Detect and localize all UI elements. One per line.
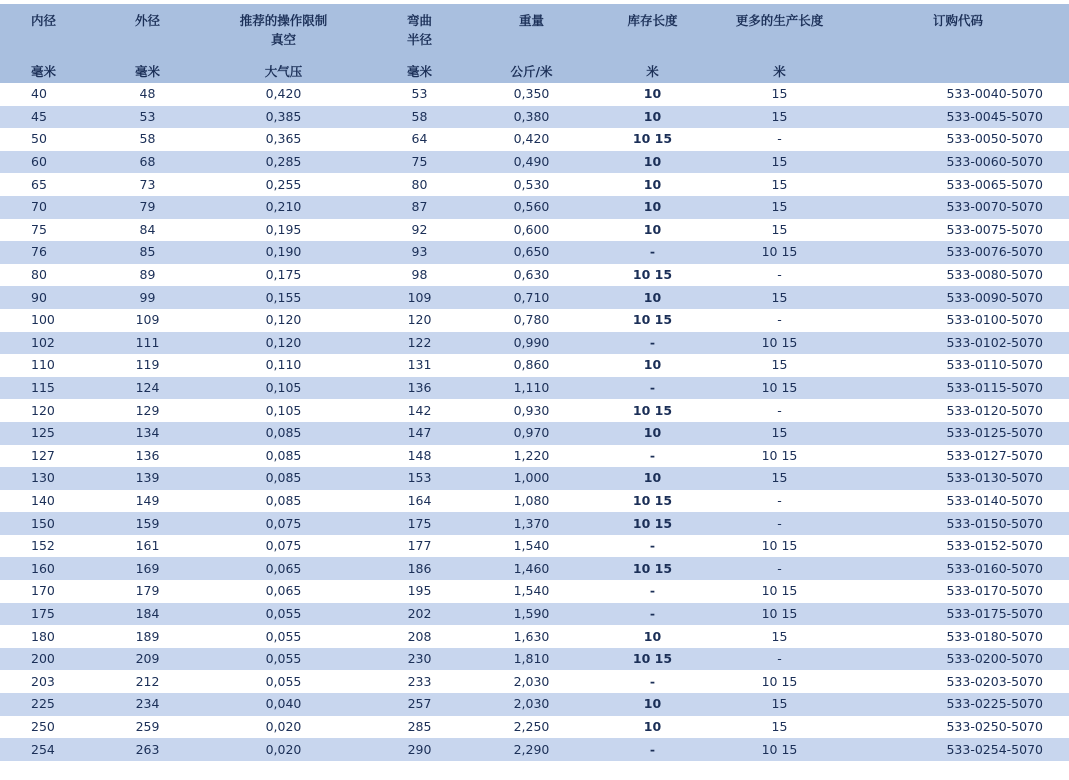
header-bend-radius: [369, 4, 470, 59]
cell-bend-radius: 122: [407, 334, 432, 350]
cell-inner-diameter: 45: [31, 108, 47, 124]
cell-weight: 1,370: [513, 515, 550, 531]
cell-bend-radius: 208: [407, 628, 432, 644]
cell-outer-diameter: 99: [139, 289, 156, 305]
cell-operating-limit: 0,365: [265, 131, 302, 147]
table-row: [0, 512, 1069, 535]
cell-more-production-length: -: [777, 492, 782, 508]
cell-stock-length: -: [649, 244, 656, 260]
cell-inner-diameter: 254: [31, 741, 55, 757]
cell-outer-diameter: 169: [135, 560, 160, 576]
cell-outer-diameter: 119: [135, 357, 160, 373]
cell-more-production-length: 15: [771, 199, 788, 215]
table-row: [0, 670, 1069, 693]
cell-inner-diameter: 102: [31, 334, 55, 350]
cell-outer-diameter: 134: [135, 425, 160, 441]
cell-order-code: 533-0180-5070: [946, 628, 1043, 644]
cell-order-code: 533-0254-5070: [946, 741, 1043, 757]
header-weight: 重量: [518, 13, 544, 28]
cell-stock-length: 10: [643, 108, 662, 124]
cell-bend-radius: 120: [407, 312, 432, 328]
cell-stock-length: 10: [643, 357, 662, 373]
cell-order-code: 533-0065-5070: [946, 176, 1043, 192]
table-row: [0, 738, 1069, 761]
cell-stock-length: -: [649, 605, 656, 621]
cell-inner-diameter: 152: [31, 538, 55, 554]
cell-more-production-length: -: [777, 131, 782, 147]
cell-outer-diameter: 58: [139, 131, 156, 147]
cell-operating-limit: 0,085: [265, 492, 302, 508]
cell-order-code: 533-0160-5070: [946, 560, 1043, 576]
cell-inner-diameter: 70: [31, 199, 47, 215]
cell-outer-diameter: 48: [139, 86, 156, 102]
cell-operating-limit: 0,190: [265, 244, 302, 260]
cell-operating-limit: 0,175: [265, 267, 302, 283]
cell-weight: 1,590: [513, 605, 550, 621]
table-row: [0, 693, 1069, 716]
cell-weight: 0,600: [513, 221, 550, 237]
table-row: [0, 309, 1069, 332]
cell-bend-radius: 202: [407, 605, 432, 621]
cell-order-code: 533-0200-5070: [946, 651, 1043, 667]
cell-order-code: 533-0075-5070: [946, 221, 1043, 237]
cell-weight: 1,000: [513, 470, 550, 486]
cell-stock-length: 10 15: [632, 651, 673, 667]
hose-spec-table: [0, 4, 1069, 761]
cell-bend-radius: 148: [407, 447, 432, 463]
cell-bend-radius: 58: [411, 108, 428, 124]
cell-inner-diameter: 130: [31, 470, 55, 486]
cell-more-production-length: 10 15: [761, 605, 798, 621]
cell-stock-length: 10: [643, 696, 662, 712]
cell-order-code: 533-0050-5070: [946, 131, 1043, 147]
header-operating-limit-line2: 真空: [270, 32, 296, 47]
cell-weight: 0,530: [513, 176, 550, 192]
cell-more-production-length: 10 15: [761, 538, 798, 554]
cell-bend-radius: 87: [411, 199, 428, 215]
cell-operating-limit: 0,055: [265, 673, 302, 689]
unit-inner-diameter: 毫米: [31, 63, 57, 79]
cell-more-production-length: 15: [771, 425, 788, 441]
cell-inner-diameter: 75: [31, 221, 47, 237]
cell-outer-diameter: 179: [135, 583, 160, 599]
header-inner-diameter: 内径: [31, 13, 57, 28]
cell-bend-radius: 136: [407, 380, 432, 396]
header-bend-radius-line1: 弯曲: [406, 13, 432, 28]
cell-bend-radius: 80: [411, 176, 428, 192]
cell-weight: 1,810: [513, 651, 550, 667]
cell-bend-radius: 186: [407, 560, 432, 576]
cell-weight: 0,710: [513, 289, 550, 305]
cell-stock-length: 10: [643, 221, 662, 237]
cell-bend-radius: 175: [407, 515, 432, 531]
cell-weight: 1,630: [513, 628, 550, 644]
table-row: [0, 557, 1069, 580]
table-row: [0, 264, 1069, 287]
cell-operating-limit: 0,075: [265, 515, 302, 531]
cell-stock-length: -: [649, 447, 656, 463]
cell-order-code: 533-0060-5070: [946, 154, 1043, 170]
cell-more-production-length: 15: [771, 628, 788, 644]
cell-weight: 1,460: [513, 560, 550, 576]
cell-bend-radius: 177: [407, 538, 432, 554]
cell-operating-limit: 0,210: [265, 199, 302, 215]
cell-weight: 2,030: [513, 696, 550, 712]
cell-operating-limit: 0,155: [265, 289, 302, 305]
cell-stock-length: 10: [643, 199, 662, 215]
cell-more-production-length: -: [777, 267, 782, 283]
cell-weight: 0,420: [513, 131, 550, 147]
table-row: [0, 83, 1069, 106]
cell-operating-limit: 0,110: [265, 357, 302, 373]
cell-operating-limit: 0,065: [265, 583, 302, 599]
cell-weight: 0,930: [513, 402, 550, 418]
cell-outer-diameter: 85: [139, 244, 156, 260]
cell-operating-limit: 0,040: [265, 696, 302, 712]
cell-outer-diameter: 53: [139, 108, 156, 124]
cell-order-code: 533-0040-5070: [946, 86, 1043, 102]
cell-operating-limit: 0,105: [265, 380, 302, 396]
cell-stock-length: 10 15: [632, 515, 673, 531]
cell-inner-diameter: 100: [31, 312, 55, 328]
cell-operating-limit: 0,120: [265, 334, 302, 350]
cell-order-code: 533-0140-5070: [946, 492, 1043, 508]
cell-operating-limit: 0,385: [265, 108, 302, 124]
unit-operating-limit: 大气压: [264, 63, 303, 79]
cell-more-production-length: 15: [771, 108, 788, 124]
table-row: [0, 625, 1069, 648]
cell-outer-diameter: 259: [135, 718, 160, 734]
cell-bend-radius: 233: [407, 673, 432, 689]
cell-more-production-length: 15: [771, 221, 788, 237]
cell-order-code: 533-0175-5070: [946, 605, 1043, 621]
cell-operating-limit: 0,085: [265, 447, 302, 463]
cell-weight: 0,350: [513, 86, 550, 102]
header-row-titles: [0, 4, 1069, 59]
cell-bend-radius: 53: [411, 86, 428, 102]
cell-more-production-length: 10 15: [761, 741, 798, 757]
table-row: [0, 196, 1069, 219]
cell-operating-limit: 0,065: [265, 560, 302, 576]
cell-bend-radius: 109: [407, 289, 432, 305]
cell-weight: 0,860: [513, 357, 550, 373]
cell-operating-limit: 0,020: [265, 741, 302, 757]
cell-outer-diameter: 263: [135, 741, 160, 757]
cell-stock-length: 10 15: [632, 312, 673, 328]
cell-operating-limit: 0,085: [265, 470, 302, 486]
table-row: [0, 716, 1069, 739]
cell-operating-limit: 0,055: [265, 651, 302, 667]
cell-order-code: 533-0120-5070: [946, 402, 1043, 418]
cell-more-production-length: -: [777, 515, 782, 531]
cell-order-code: 533-0150-5070: [946, 515, 1043, 531]
cell-order-code: 533-0070-5070: [946, 199, 1043, 215]
cell-outer-diameter: 73: [139, 176, 156, 192]
cell-more-production-length: 10 15: [761, 583, 798, 599]
cell-inner-diameter: 110: [31, 357, 55, 373]
cell-bend-radius: 285: [407, 718, 432, 734]
cell-outer-diameter: 79: [139, 199, 156, 215]
cell-bend-radius: 257: [407, 696, 432, 712]
cell-more-production-length: -: [777, 312, 782, 328]
cell-stock-length: 10: [643, 628, 662, 644]
cell-weight: 0,630: [513, 267, 550, 283]
cell-outer-diameter: 209: [135, 651, 160, 667]
cell-operating-limit: 0,420: [265, 86, 302, 102]
table-row: [0, 128, 1069, 151]
table-row: [0, 241, 1069, 264]
table-row: [0, 286, 1069, 309]
cell-bend-radius: 164: [407, 492, 432, 508]
cell-order-code: 533-0203-5070: [946, 673, 1043, 689]
table-row: [0, 445, 1069, 468]
cell-operating-limit: 0,055: [265, 605, 302, 621]
cell-inner-diameter: 250: [31, 718, 55, 734]
cell-more-production-length: 15: [771, 718, 788, 734]
cell-weight: 2,290: [513, 741, 550, 757]
cell-outer-diameter: 109: [135, 312, 160, 328]
cell-weight: 2,250: [513, 718, 550, 734]
cell-stock-length: 10: [643, 289, 662, 305]
table-body: [0, 83, 1069, 761]
cell-outer-diameter: 189: [135, 628, 160, 644]
cell-inner-diameter: 127: [31, 447, 55, 463]
cell-stock-length: -: [649, 583, 656, 599]
cell-outer-diameter: 159: [135, 515, 160, 531]
table-row: [0, 580, 1069, 603]
table-row: [0, 648, 1069, 671]
cell-outer-diameter: 139: [135, 470, 160, 486]
cell-more-production-length: 15: [771, 176, 788, 192]
cell-inner-diameter: 180: [31, 628, 55, 644]
header-operating-limit-line1: 推荐的操作限制: [239, 13, 328, 28]
table-row: [0, 399, 1069, 422]
cell-bend-radius: 147: [407, 425, 432, 441]
cell-more-production-length: 10 15: [761, 447, 798, 463]
cell-operating-limit: 0,285: [265, 154, 302, 170]
cell-order-code: 533-0090-5070: [946, 289, 1043, 305]
cell-outer-diameter: 149: [135, 492, 160, 508]
cell-more-production-length: -: [777, 402, 782, 418]
unit-outer-diameter: 毫米: [134, 63, 160, 79]
cell-inner-diameter: 160: [31, 560, 55, 576]
cell-outer-diameter: 161: [135, 538, 160, 554]
table-row: [0, 490, 1069, 513]
cell-inner-diameter: 175: [31, 605, 55, 621]
cell-bend-radius: 64: [411, 131, 428, 147]
cell-inner-diameter: 140: [31, 492, 55, 508]
cell-more-production-length: 10 15: [761, 673, 798, 689]
cell-outer-diameter: 234: [135, 696, 160, 712]
cell-bend-radius: 92: [411, 221, 428, 237]
cell-bend-radius: 93: [411, 244, 428, 260]
cell-bend-radius: 75: [411, 154, 428, 170]
cell-bend-radius: 131: [407, 357, 432, 373]
cell-operating-limit: 0,020: [265, 718, 302, 734]
cell-order-code: 533-0076-5070: [946, 244, 1043, 260]
header-more-production-length: 更多的生产长度: [735, 13, 824, 28]
cell-operating-limit: 0,120: [265, 312, 302, 328]
cell-stock-length: -: [649, 380, 656, 396]
table-row: [0, 332, 1069, 355]
table-header: [0, 4, 1069, 83]
cell-stock-length: 10 15: [632, 492, 673, 508]
cell-more-production-length: 15: [771, 696, 788, 712]
cell-weight: 1,220: [513, 447, 550, 463]
cell-order-code: 533-0045-5070: [946, 108, 1043, 124]
cell-inner-diameter: 76: [31, 244, 47, 260]
cell-stock-length: -: [649, 741, 656, 757]
table-row: [0, 467, 1069, 490]
cell-weight: 0,970: [513, 425, 550, 441]
cell-order-code: 533-0250-5070: [946, 718, 1043, 734]
cell-order-code: 533-0110-5070: [946, 357, 1043, 373]
cell-order-code: 533-0152-5070: [946, 538, 1043, 554]
header-stock-length: 库存长度: [627, 13, 678, 28]
cell-weight: 1,540: [513, 583, 550, 599]
cell-weight: 0,380: [513, 108, 550, 124]
cell-weight: 1,110: [513, 380, 550, 396]
cell-operating-limit: 0,085: [265, 425, 302, 441]
header-operating-limit: [198, 4, 369, 59]
cell-more-production-length: 15: [771, 470, 788, 486]
table-row: [0, 173, 1069, 196]
cell-order-code: 533-0115-5070: [946, 380, 1043, 396]
cell-bend-radius: 142: [407, 402, 432, 418]
cell-more-production-length: 15: [771, 86, 788, 102]
header-row-units: [0, 59, 1069, 83]
cell-inner-diameter: 65: [31, 176, 47, 192]
cell-operating-limit: 0,055: [265, 628, 302, 644]
cell-stock-length: 10: [643, 176, 662, 192]
cell-inner-diameter: 80: [31, 267, 47, 283]
cell-order-code: 533-0225-5070: [946, 696, 1043, 712]
cell-bend-radius: 230: [407, 651, 432, 667]
cell-weight: 0,780: [513, 312, 550, 328]
cell-stock-length: 10 15: [632, 131, 673, 147]
cell-operating-limit: 0,105: [265, 402, 302, 418]
cell-weight: 0,560: [513, 199, 550, 215]
cell-inner-diameter: 203: [31, 673, 55, 689]
table-row: [0, 354, 1069, 377]
cell-weight: 1,080: [513, 492, 550, 508]
cell-stock-length: -: [649, 538, 656, 554]
cell-order-code: 533-0102-5070: [946, 334, 1043, 350]
cell-inner-diameter: 150: [31, 515, 55, 531]
cell-bend-radius: 195: [407, 583, 432, 599]
cell-operating-limit: 0,195: [265, 221, 302, 237]
cell-inner-diameter: 50: [31, 131, 47, 147]
cell-stock-length: 10: [643, 470, 662, 486]
cell-more-production-length: 10 15: [761, 380, 798, 396]
table-row: [0, 603, 1069, 626]
cell-outer-diameter: 129: [135, 402, 160, 418]
cell-stock-length: 10 15: [632, 267, 673, 283]
header-outer-diameter: 外径: [134, 13, 160, 28]
cell-weight: 0,650: [513, 244, 550, 260]
cell-bend-radius: 153: [407, 470, 432, 486]
cell-outer-diameter: 89: [139, 267, 156, 283]
cell-inner-diameter: 90: [31, 289, 47, 305]
cell-more-production-length: 10 15: [761, 244, 798, 260]
cell-operating-limit: 0,075: [265, 538, 302, 554]
table-row: [0, 106, 1069, 129]
cell-stock-length: 10: [643, 425, 662, 441]
cell-inner-diameter: 125: [31, 425, 55, 441]
cell-inner-diameter: 200: [31, 651, 55, 667]
table-row: [0, 219, 1069, 242]
cell-more-production-length: 15: [771, 154, 788, 170]
cell-stock-length: -: [649, 334, 656, 350]
cell-order-code: 533-0127-5070: [946, 447, 1043, 463]
cell-inner-diameter: 40: [31, 86, 47, 102]
cell-weight: 0,490: [513, 154, 550, 170]
cell-operating-limit: 0,255: [265, 176, 302, 192]
table-row: [0, 535, 1069, 558]
cell-stock-length: 10: [643, 86, 662, 102]
cell-bend-radius: 98: [411, 267, 428, 283]
cell-more-production-length: -: [777, 560, 782, 576]
cell-outer-diameter: 136: [135, 447, 160, 463]
cell-stock-length: 10: [643, 718, 662, 734]
header-order-code: 订购代码: [932, 13, 983, 28]
cell-weight: 0,990: [513, 334, 550, 350]
cell-more-production-length: 10 15: [761, 334, 798, 350]
cell-order-code: 533-0170-5070: [946, 583, 1043, 599]
unit-weight: 公斤/米: [510, 63, 553, 79]
cell-inner-diameter: 60: [31, 154, 47, 170]
cell-stock-length: 10 15: [632, 560, 673, 576]
cell-more-production-length: 15: [771, 289, 788, 305]
cell-outer-diameter: 212: [135, 673, 160, 689]
cell-inner-diameter: 225: [31, 696, 55, 712]
cell-outer-diameter: 184: [135, 605, 160, 621]
cell-order-code: 533-0100-5070: [946, 312, 1043, 328]
cell-outer-diameter: 111: [135, 334, 160, 350]
unit-stock-length: 米: [646, 63, 659, 79]
cell-more-production-length: 15: [771, 357, 788, 373]
cell-weight: 2,030: [513, 673, 550, 689]
cell-bend-radius: 290: [407, 741, 432, 757]
cell-order-code: 533-0125-5070: [946, 425, 1043, 441]
table-row: [0, 151, 1069, 174]
table-row: [0, 377, 1069, 400]
cell-order-code: 533-0130-5070: [946, 470, 1043, 486]
cell-outer-diameter: 124: [135, 380, 160, 396]
cell-weight: 1,540: [513, 538, 550, 554]
cell-inner-diameter: 170: [31, 583, 55, 599]
cell-outer-diameter: 84: [139, 221, 156, 237]
unit-bend-radius: 毫米: [406, 63, 432, 79]
header-bend-radius-line2: 半径: [406, 32, 432, 47]
cell-stock-length: 10: [643, 154, 662, 170]
cell-stock-length: 10 15: [632, 402, 673, 418]
cell-stock-length: -: [649, 673, 656, 689]
unit-order-code: [847, 59, 1069, 83]
cell-inner-diameter: 120: [31, 402, 55, 418]
cell-order-code: 533-0080-5070: [946, 267, 1043, 283]
unit-more-production-length: 米: [773, 63, 786, 79]
cell-more-production-length: -: [777, 651, 782, 667]
table-row: [0, 422, 1069, 445]
cell-outer-diameter: 68: [139, 154, 156, 170]
cell-inner-diameter: 115: [31, 380, 55, 396]
